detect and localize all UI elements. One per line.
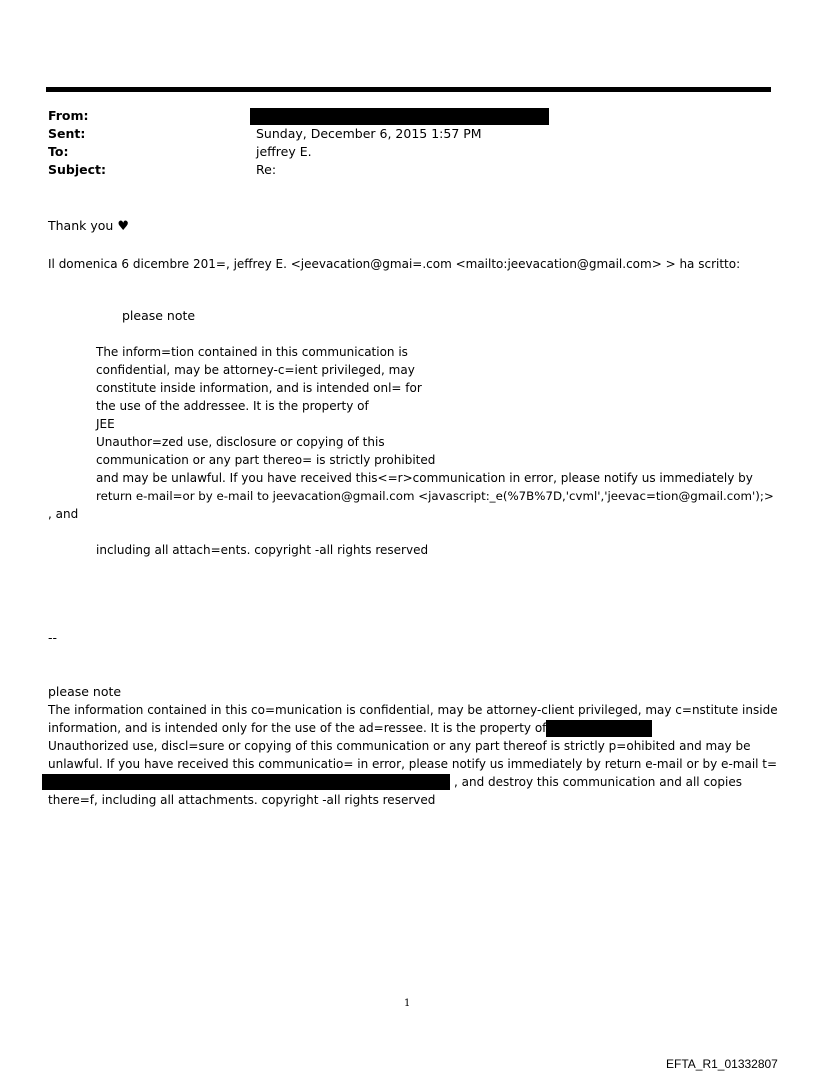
signature-separator: -- bbox=[48, 630, 58, 645]
quoted-line: return e-mail=or by e-mail to jeevacation@gmail.com <javascript:_e(%7B%7D,'cvml','jeevac=tion@gmail.com');> bbox=[96, 489, 774, 503]
quoted-line: the use of the addressee. It is the property of bbox=[96, 399, 369, 413]
sent-label: Sent: bbox=[48, 126, 86, 141]
page-number: 1 bbox=[404, 998, 411, 1009]
thanks-text: Thank you bbox=[48, 218, 114, 233]
quoted-line: communication or any part thereo= is strictly prohibited bbox=[96, 453, 436, 467]
sig-line: information, and is intended only for the use of the ad=ressee. It is the property of bbox=[48, 721, 547, 735]
to-value: jeffrey E. bbox=[256, 144, 312, 159]
quoted-line: constitute inside information, and is intended onl= for bbox=[96, 381, 422, 395]
quote-intro: Il domenica 6 dicembre 201=, jeffrey E. <jeevacation@gmai=.com <mailto:jeevacation@gmail.com> > ha scritto: bbox=[48, 257, 741, 271]
to-label: To: bbox=[48, 144, 69, 159]
quoted-line: and may be unlawful. If you have received this<=r>communication in error, please notify us immediately by bbox=[96, 471, 753, 485]
quoted-line: JEE bbox=[96, 417, 115, 431]
quoted-and: , and bbox=[48, 507, 79, 521]
sig-note: please note bbox=[48, 684, 122, 699]
sig-line: Unauthorized use, discl=sure or copying of this communication or any part thereof is strictly p=ohibited and may be bbox=[48, 739, 751, 753]
quoted-note: please note bbox=[122, 308, 196, 323]
document-id: EFTA_R1_01332807 bbox=[666, 1057, 778, 1071]
sent-value: Sunday, December 6, 2015 1:57 PM bbox=[256, 126, 482, 141]
sig-line: The information contained in this co=munication is confidential, may be attorney-client privileged, may c=nstitute inside bbox=[48, 703, 778, 717]
heart-icon: ♥ bbox=[117, 219, 129, 234]
sig-line: , and destroy this communication and all copies bbox=[454, 775, 742, 789]
redacted-sender bbox=[250, 108, 549, 125]
subject-value: Re: bbox=[256, 162, 277, 177]
from-label: From: bbox=[48, 108, 89, 123]
thanks-line bbox=[48, 218, 129, 235]
sig-line: unlawful. If you have received this communicatio= in error, please notify us immediately by return e-mail or by e-mail t= bbox=[48, 757, 778, 771]
redacted-email bbox=[42, 774, 450, 790]
redacted-owner bbox=[546, 720, 652, 737]
quoted-tail: including all attach=ents. copyright -all rights reserved bbox=[96, 543, 429, 557]
sig-line: there=f, including all attachments. copyright -all rights reserved bbox=[48, 793, 436, 807]
quoted-line: The inform=tion contained in this communication is bbox=[96, 345, 408, 359]
subject-label: Subject: bbox=[48, 162, 106, 177]
quoted-line: confidential, may be attorney-c=ient privileged, may bbox=[96, 363, 415, 377]
header-rule bbox=[46, 87, 771, 92]
quoted-line: Unauthor=zed use, disclosure or copying of this bbox=[96, 435, 385, 449]
